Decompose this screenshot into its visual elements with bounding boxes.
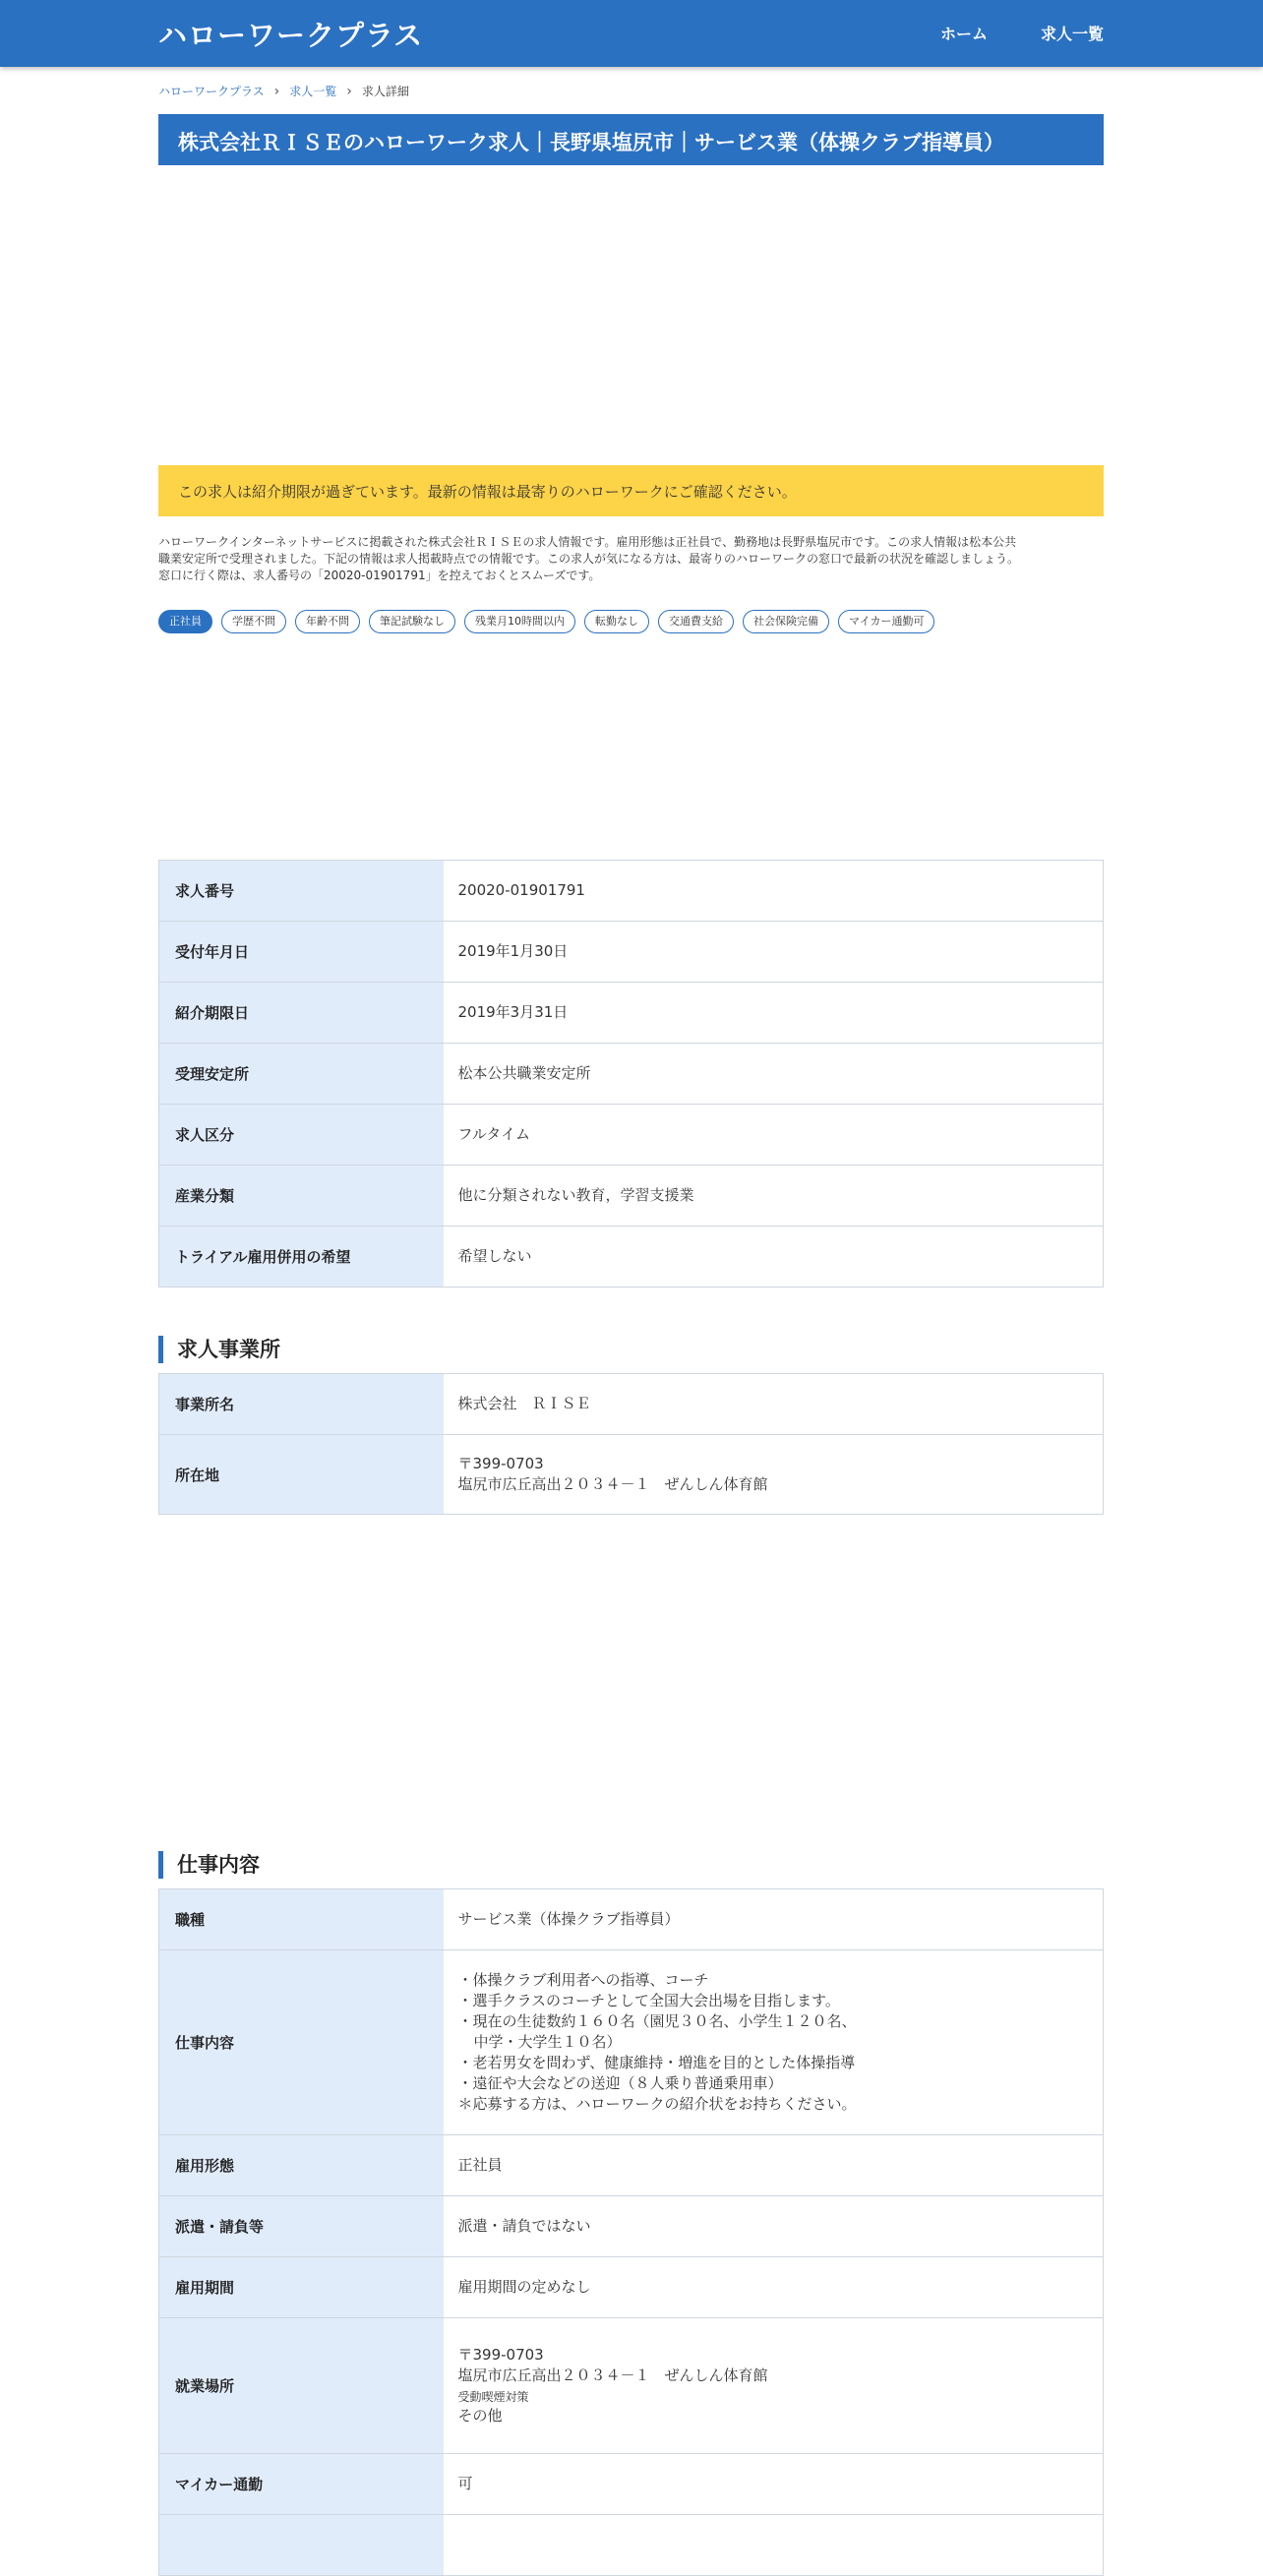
table-row xyxy=(159,2196,1104,2257)
row-label: 職種 xyxy=(159,1889,444,1950)
table-row xyxy=(159,1889,1104,1950)
smoking-label: 受動喫煙対策 xyxy=(457,2390,529,2404)
row-label: 仕事内容 xyxy=(159,1950,444,2135)
row-label: 求人区分 xyxy=(159,1105,444,1166)
row-label: トライアル雇用併用の希望 xyxy=(159,1227,444,1288)
table-row xyxy=(159,1435,1104,1515)
row-value: 雇用期間の定めなし xyxy=(444,2257,1104,2318)
address-line: 塩尻市広丘高出２０３４－１ ぜんしん体育館 xyxy=(457,2366,768,2384)
row-value: 可 xyxy=(444,2454,1104,2515)
nav-home-link[interactable]: ホーム xyxy=(940,25,989,43)
row-label: 産業分類 xyxy=(159,1166,444,1227)
row-label: 受理安定所 xyxy=(159,1044,444,1105)
row-label: 求人番号 xyxy=(159,861,444,922)
table-row xyxy=(159,2454,1104,2515)
table-row xyxy=(159,983,1104,1044)
row-label: 所在地 xyxy=(159,1435,444,1515)
row-value: フルタイム xyxy=(444,1105,1104,1166)
row-value: 松本公共職業安定所 xyxy=(444,1044,1104,1105)
table-row xyxy=(159,1227,1104,1288)
content-line: ＊応募する方は、ハローワークの紹介状をお持ちください。 xyxy=(457,2095,857,2113)
content-line: ・体操クラブ利用者への指導、コーチ xyxy=(457,1971,709,1989)
job-description-intro xyxy=(158,534,1104,584)
table-row xyxy=(159,1044,1104,1105)
description-line: 窓口に行く際は、求人番号の「20020-01901791」を控えておくとスムーズです。 xyxy=(158,569,601,582)
company-table xyxy=(158,1373,1104,1515)
description-line: 職業安定所で受理されました。下記の情報は求人掲載時点での情報です。この求人が気になる方は、最寄りのハローワークの窓口で最新の状況を確認しましょう。 xyxy=(158,552,1020,566)
table-row xyxy=(159,922,1104,983)
row-value xyxy=(444,1435,1104,1515)
breadcrumb xyxy=(158,83,409,99)
row-value xyxy=(444,2318,1104,2454)
work-table xyxy=(158,1888,1104,2576)
tag-education: 学歴不問 xyxy=(221,610,286,633)
content-line: ・遠征や大会などの送迎（８人乗り普通乗用車） xyxy=(457,2074,783,2092)
feature-tags xyxy=(158,610,934,633)
breadcrumb-jobs-link[interactable]: 求人一覧 xyxy=(289,85,337,98)
row-label xyxy=(159,2515,444,2576)
postal-code: 〒399-0703 xyxy=(457,2346,544,2364)
table-row xyxy=(159,2135,1104,2196)
expired-notice: この求人は紹介期限が過ぎています。最新の情報は最寄りのハローワークにご確認ください。 xyxy=(158,465,1104,516)
tag-age: 年齢不問 xyxy=(295,610,360,633)
content-line: 中学・大学生１０名） xyxy=(473,2033,622,2051)
smoking-value: その他 xyxy=(457,2407,503,2425)
row-label: 雇用期間 xyxy=(159,2257,444,2318)
nav-jobs-link[interactable]: 求人一覧 xyxy=(1041,25,1105,43)
table-row xyxy=(159,1166,1104,1227)
row-value: 他に分類されない教育，学習支援業 xyxy=(444,1166,1104,1227)
tag-overtime: 残業月10時間以内 xyxy=(464,610,575,633)
breadcrumb-separator-icon: › xyxy=(273,83,280,99)
table-row xyxy=(159,2515,1104,2576)
table-row xyxy=(159,1374,1104,1435)
breadcrumb-home-link[interactable]: ハローワークプラス xyxy=(158,85,265,98)
row-label: 受付年月日 xyxy=(159,922,444,983)
row-value: サービス業（体操クラブ指導員） xyxy=(444,1889,1104,1950)
description-line: ハローワークインターネットサービスに掲載された株式会社ＲＩＳＥの求人情報です。雇用形態は正社員で、勤務地は長野県塩尻市です。この求人情報は松本公共 xyxy=(158,535,1017,549)
content-line: ・老若男女を問わず、健康維持・増進を目的とした体操指導 xyxy=(457,2054,856,2071)
row-label: マイカー通勤 xyxy=(159,2454,444,2515)
row-value: 株式会社 ＲＩＳＥ xyxy=(444,1374,1104,1435)
row-label: 就業場所 xyxy=(159,2318,444,2454)
tag-no-transfer: 転勤なし xyxy=(584,610,649,633)
postal-code: 〒399-0703 xyxy=(457,1455,544,1472)
row-value: 20020-01901791 xyxy=(444,861,1104,922)
tag-no-test: 筆記試験なし xyxy=(369,610,455,633)
page-title: 株式会社ＲＩＳＥのハローワーク求人｜長野県塩尻市｜サービス業（体操クラブ指導員） xyxy=(158,114,1104,165)
row-label: 事業所名 xyxy=(159,1374,444,1435)
row-label: 雇用形態 xyxy=(159,2135,444,2196)
row-label: 紹介期限日 xyxy=(159,983,444,1044)
tag-commute-pay: 交通費支給 xyxy=(658,610,734,633)
row-value xyxy=(444,1950,1104,2135)
site-logo[interactable]: ハローワークプラス xyxy=(158,19,424,52)
row-value: 正社員 xyxy=(444,2135,1104,2196)
section-heading-work: 仕事内容 xyxy=(158,1851,260,1879)
row-value: 2019年1月30日 xyxy=(444,922,1104,983)
section-heading-company: 求人事業所 xyxy=(158,1336,280,1363)
breadcrumb-current: 求人詳細 xyxy=(361,85,409,98)
row-value: 派遣・請負ではない xyxy=(444,2196,1104,2257)
table-row xyxy=(159,2257,1104,2318)
tag-car-commute: マイカー通勤可 xyxy=(838,610,934,633)
tag-fulltime: 正社員 xyxy=(158,610,212,633)
row-value: 2019年3月31日 xyxy=(444,983,1104,1044)
site-header xyxy=(0,0,1263,67)
breadcrumb-separator-icon: › xyxy=(346,83,352,99)
row-value: 希望しない xyxy=(444,1227,1104,1288)
table-row xyxy=(159,861,1104,922)
row-value xyxy=(444,2515,1104,2576)
table-row xyxy=(159,1950,1104,2135)
table-row xyxy=(159,2318,1104,2454)
table-row xyxy=(159,1105,1104,1166)
tag-insurance: 社会保険完備 xyxy=(743,610,829,633)
address-line: 塩尻市広丘高出２０３４－１ ぜんしん体育館 xyxy=(457,1475,768,1493)
row-label: 派遣・請負等 xyxy=(159,2196,444,2257)
content-line: ・選手クラスのコーチとして全国大会出場を目指します。 xyxy=(457,1992,840,2009)
content-line: ・現在の生徒数約１６０名（園児３０名、小学生１２０名、 xyxy=(457,2012,857,2030)
job-summary-table xyxy=(158,860,1104,1288)
